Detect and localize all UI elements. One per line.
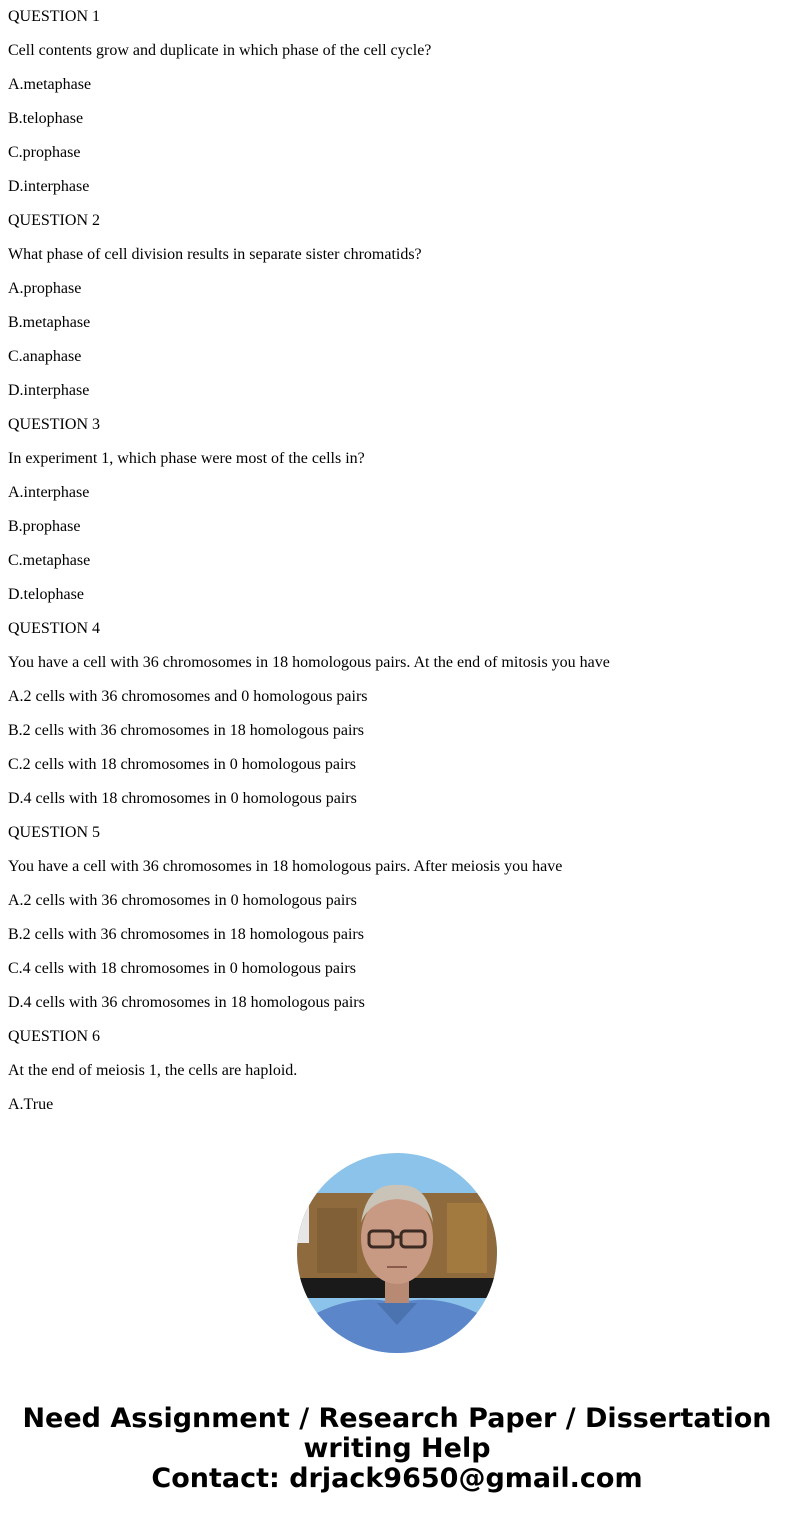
person-photo-icon (297, 1153, 497, 1353)
answer-option: D.4 cells with 18 chromosomes in 0 homologous pairs (8, 790, 357, 807)
answer-option: A.2 cells with 36 chromosomes in 0 homologous pairs (8, 892, 357, 909)
promo-banner (0, 1404, 794, 1494)
answer-option: A.2 cells with 36 chromosomes and 0 homologous pairs (8, 688, 368, 705)
question-heading: QUESTION 4 (8, 620, 100, 637)
answer-option: D.interphase (8, 178, 90, 195)
promo-line-2: writing Help (303, 1433, 491, 1464)
answer-option: C.4 cells with 18 chromosomes in 0 homologous pairs (8, 960, 356, 977)
contact-line: Contact: drjack9650@gmail.com (151, 1463, 643, 1494)
question-text: You have a cell with 36 chromosomes in 18 homologous pairs. At the end of mitosis you have (8, 654, 610, 671)
question-text: You have a cell with 36 chromosomes in 18 homologous pairs. After meiosis you have (8, 858, 563, 875)
answer-option: B.2 cells with 36 chromosomes in 18 homologous pairs (8, 722, 364, 739)
question-heading: QUESTION 5 (8, 824, 100, 841)
answer-option: C.metaphase (8, 552, 91, 569)
answer-option: A.metaphase (8, 76, 92, 93)
answer-option: C.prophase (8, 144, 81, 161)
answer-option: D.4 cells with 36 chromosomes in 18 homologous pairs (8, 994, 365, 1011)
answer-option: A.interphase (8, 484, 90, 501)
answer-option: A.prophase (8, 280, 82, 297)
question-heading: QUESTION 3 (8, 416, 100, 433)
question-text: Cell contents grow and duplicate in which phase of the cell cycle? (8, 42, 432, 59)
question-text: In experiment 1, which phase were most of the cells in? (8, 450, 365, 467)
question-heading: QUESTION 1 (8, 8, 100, 25)
avatar (297, 1153, 497, 1353)
answer-option: B.telophase (8, 110, 84, 127)
answer-option: D.telophase (8, 586, 84, 603)
question-text: At the end of meiosis 1, the cells are haploid. (8, 1062, 298, 1079)
answer-option: C.anaphase (8, 348, 82, 365)
promo-line-1: Need Assignment / Research Paper / Dissertation (22, 1403, 772, 1434)
question-heading: QUESTION 6 (8, 1028, 100, 1045)
answer-option: B.2 cells with 36 chromosomes in 18 homologous pairs (8, 926, 364, 943)
answer-option: C.2 cells with 18 chromosomes in 0 homologous pairs (8, 756, 356, 773)
question-text: What phase of cell division results in separate sister chromatids? (8, 246, 422, 263)
answer-option: D.interphase (8, 382, 90, 399)
answer-option: B.prophase (8, 518, 81, 535)
question-heading: QUESTION 2 (8, 212, 100, 229)
answer-option: A.True (8, 1096, 54, 1113)
answer-option: B.metaphase (8, 314, 91, 331)
